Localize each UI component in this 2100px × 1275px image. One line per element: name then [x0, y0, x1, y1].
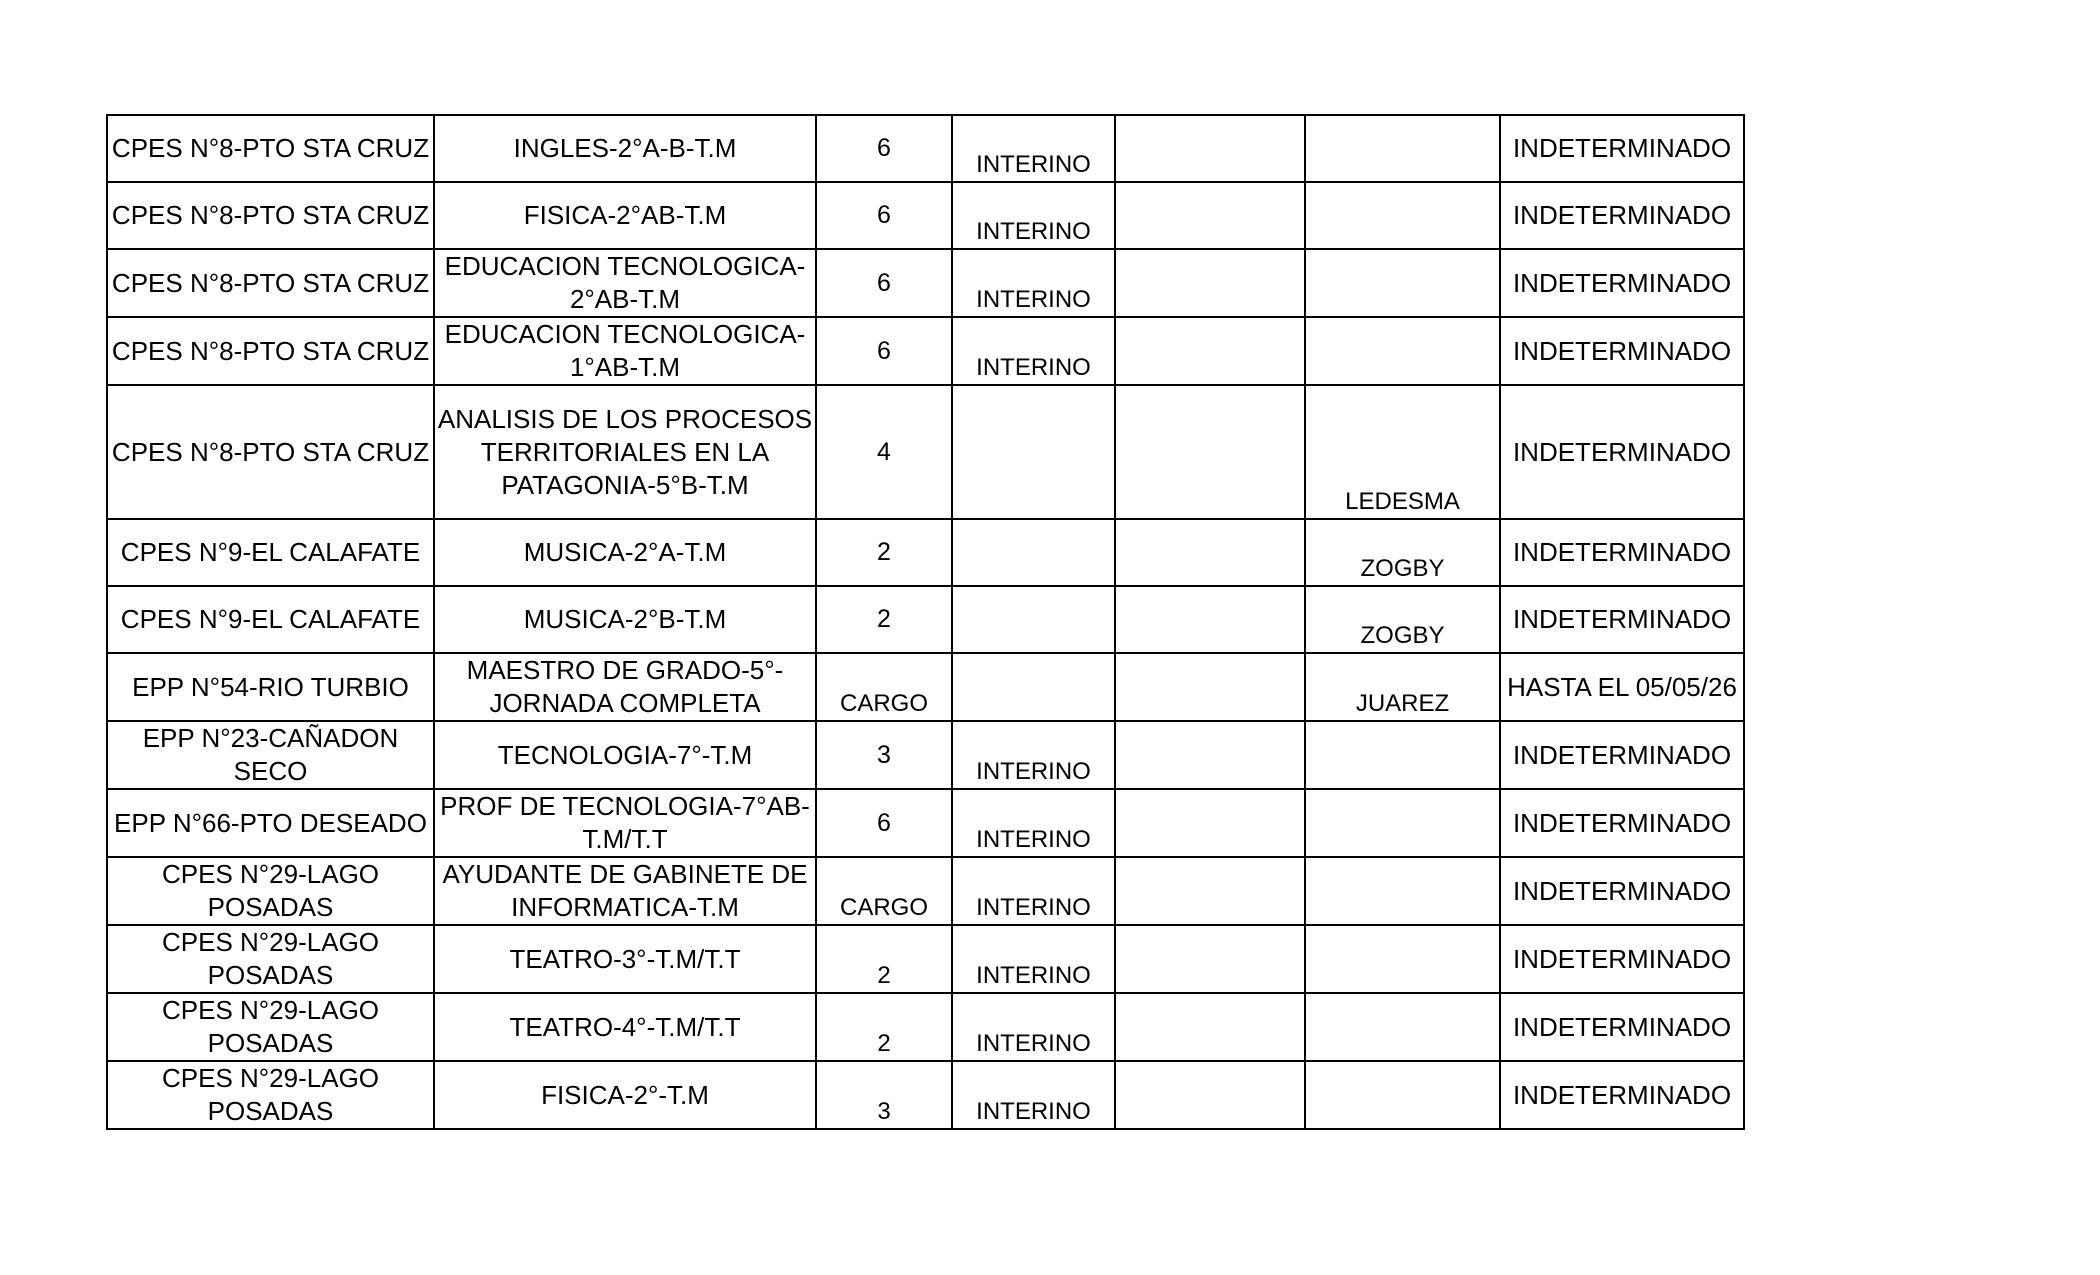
term-cell: INDETERMINADO: [1500, 519, 1744, 586]
hours-cell: 3: [816, 721, 952, 789]
situation-cell: INTERINO: [952, 249, 1115, 317]
empty-cell: [1115, 519, 1305, 586]
empty-cell: [1115, 115, 1305, 182]
table-row: [107, 721, 1744, 789]
school-cell: CPES N°29-LAGO POSADAS: [107, 1061, 434, 1129]
name-cell: ZOGBY: [1305, 519, 1500, 586]
term-cell: INDETERMINADO: [1500, 721, 1744, 789]
empty-cell: [1115, 249, 1305, 317]
subject-cell: FISICA-2°-T.M: [434, 1061, 816, 1129]
empty-cell: [1115, 789, 1305, 857]
empty-cell: [1115, 385, 1305, 519]
name-cell: [1305, 115, 1500, 182]
hours-cell: 6: [816, 182, 952, 249]
table-row: [107, 653, 1744, 721]
subject-cell: INGLES-2°A-B-T.M: [434, 115, 816, 182]
name-cell: LEDESMA: [1305, 385, 1500, 519]
situation-cell: [952, 586, 1115, 653]
name-cell: [1305, 721, 1500, 789]
school-cell: CPES N°8-PTO STA CRUZ: [107, 182, 434, 249]
subject-cell: MUSICA-2°A-T.M: [434, 519, 816, 586]
subject-cell: MUSICA-2°B-T.M: [434, 586, 816, 653]
table-row: [107, 925, 1744, 993]
empty-cell: [1115, 1061, 1305, 1129]
name-cell: [1305, 317, 1500, 385]
subject-cell: MAESTRO DE GRADO-5°-JORNADA COMPLETA: [434, 653, 816, 721]
empty-cell: [1115, 653, 1305, 721]
term-cell: INDETERMINADO: [1500, 993, 1744, 1061]
table-row: [107, 317, 1744, 385]
subject-cell: TECNOLOGIA-7°-T.M: [434, 721, 816, 789]
hours-cell: 3: [816, 1061, 952, 1129]
term-cell: INDETERMINADO: [1500, 586, 1744, 653]
empty-cell: [1115, 857, 1305, 925]
name-cell: [1305, 925, 1500, 993]
name-cell: [1305, 993, 1500, 1061]
situation-cell: INTERINO: [952, 721, 1115, 789]
hours-cell: 6: [816, 789, 952, 857]
hours-cell: 6: [816, 115, 952, 182]
term-cell: INDETERMINADO: [1500, 925, 1744, 993]
hours-cell: 2: [816, 586, 952, 653]
name-cell: [1305, 182, 1500, 249]
hours-cell: 2: [816, 993, 952, 1061]
table-row: [107, 519, 1744, 586]
subject-cell: PROF DE TECNOLOGIA-7°AB-T.M/T.T: [434, 789, 816, 857]
subject-cell: EDUCACION TECNOLOGICA-1°AB-T.M: [434, 317, 816, 385]
table-row: [107, 586, 1744, 653]
situation-cell: INTERINO: [952, 993, 1115, 1061]
table-row: [107, 249, 1744, 317]
situation-cell: INTERINO: [952, 857, 1115, 925]
term-cell: HASTA EL 05/05/26: [1500, 653, 1744, 721]
empty-cell: [1115, 182, 1305, 249]
empty-cell: [1115, 586, 1305, 653]
name-cell: ZOGBY: [1305, 586, 1500, 653]
subject-cell: FISICA-2°AB-T.M: [434, 182, 816, 249]
empty-cell: [1115, 993, 1305, 1061]
situation-cell: INTERINO: [952, 182, 1115, 249]
term-cell: INDETERMINADO: [1500, 857, 1744, 925]
school-cell: CPES N°8-PTO STA CRUZ: [107, 385, 434, 519]
situation-cell: [952, 653, 1115, 721]
subject-cell: AYUDANTE DE GABINETE DE INFORMATICA-T.M: [434, 857, 816, 925]
table-row: [107, 1061, 1744, 1129]
school-cell: EPP N°66-PTO DESEADO: [107, 789, 434, 857]
hours-cell: 4: [816, 385, 952, 519]
table-row: [107, 993, 1744, 1061]
situation-cell: [952, 519, 1115, 586]
school-cell: CPES N°9-EL CALAFATE: [107, 519, 434, 586]
table-row: [107, 385, 1744, 519]
situation-cell: INTERINO: [952, 317, 1115, 385]
term-cell: INDETERMINADO: [1500, 385, 1744, 519]
hours-cell: 6: [816, 249, 952, 317]
term-cell: INDETERMINADO: [1500, 115, 1744, 182]
hours-cell: 6: [816, 317, 952, 385]
table-row: [107, 789, 1744, 857]
vacancy-table: [106, 114, 1745, 1130]
situation-cell: INTERINO: [952, 1061, 1115, 1129]
situation-cell: INTERINO: [952, 115, 1115, 182]
table-row: [107, 115, 1744, 182]
term-cell: INDETERMINADO: [1500, 182, 1744, 249]
table-row: [107, 182, 1744, 249]
school-cell: EPP N°23-CAÑADON SECO: [107, 721, 434, 789]
situation-cell: [952, 385, 1115, 519]
table-row: [107, 857, 1744, 925]
name-cell: [1305, 789, 1500, 857]
school-cell: CPES N°9-EL CALAFATE: [107, 586, 434, 653]
school-cell: EPP N°54-RIO TURBIO: [107, 653, 434, 721]
name-cell: [1305, 1061, 1500, 1129]
term-cell: INDETERMINADO: [1500, 249, 1744, 317]
name-cell: [1305, 857, 1500, 925]
term-cell: INDETERMINADO: [1500, 789, 1744, 857]
hours-cell: 2: [816, 925, 952, 993]
empty-cell: [1115, 925, 1305, 993]
school-cell: CPES N°8-PTO STA CRUZ: [107, 115, 434, 182]
term-cell: INDETERMINADO: [1500, 317, 1744, 385]
school-cell: CPES N°29-LAGO POSADAS: [107, 925, 434, 993]
subject-cell: TEATRO-3°-T.M/T.T: [434, 925, 816, 993]
school-cell: CPES N°8-PTO STA CRUZ: [107, 317, 434, 385]
name-cell: JUAREZ: [1305, 653, 1500, 721]
empty-cell: [1115, 317, 1305, 385]
situation-cell: INTERINO: [952, 925, 1115, 993]
subject-cell: TEATRO-4°-T.M/T.T: [434, 993, 816, 1061]
subject-cell: EDUCACION TECNOLOGICA-2°AB-T.M: [434, 249, 816, 317]
subject-cell: ANALISIS DE LOS PROCESOS TERRITORIALES EN LA PATAGONIA-5°B-T.M: [434, 385, 816, 519]
hours-cell: 2: [816, 519, 952, 586]
empty-cell: [1115, 721, 1305, 789]
hours-cell: CARGO: [816, 857, 952, 925]
school-cell: CPES N°8-PTO STA CRUZ: [107, 249, 434, 317]
school-cell: CPES N°29-LAGO POSADAS: [107, 857, 434, 925]
name-cell: [1305, 249, 1500, 317]
school-cell: CPES N°29-LAGO POSADAS: [107, 993, 434, 1061]
term-cell: INDETERMINADO: [1500, 1061, 1744, 1129]
hours-cell: CARGO: [816, 653, 952, 721]
situation-cell: INTERINO: [952, 789, 1115, 857]
